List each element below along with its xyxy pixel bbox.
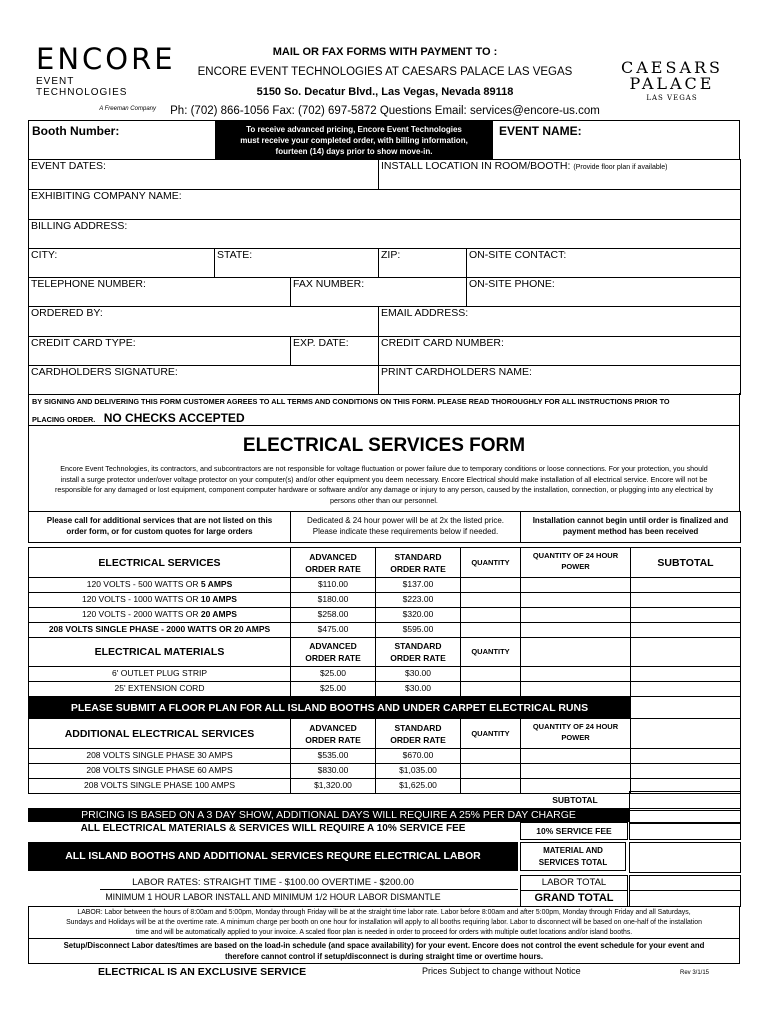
standard-price: $1,625.00 <box>376 779 461 794</box>
table-row <box>29 623 741 638</box>
address-line: 5150 So. Decatur Blvd., Las Vegas, Nevada 89118 <box>256 86 514 98</box>
service-label: 208 VOLTS SINGLE PHASE - 2000 WATTS OR 20 AMPS <box>29 623 291 638</box>
cc-number-field[interactable] <box>379 337 741 366</box>
table-row <box>29 749 741 764</box>
exhibiting-company-label: EXHIBITING COMPANY NAME: <box>31 190 182 202</box>
col-standard-rate-line1: STANDARD <box>394 722 442 733</box>
advanced-price: $1,320.00 <box>291 779 376 794</box>
encore-logo-tag: A Freeman Company <box>99 106 156 112</box>
service-fee-label: 10% SERVICE FEE <box>520 822 628 840</box>
qty24-input[interactable] <box>521 623 631 638</box>
onsite-phone-label: ON-SITE PHONE: <box>469 278 555 290</box>
material-total-line1: MATERIAL AND <box>543 846 603 855</box>
subtotal-input[interactable] <box>631 638 741 667</box>
terms-line1: BY SIGNING AND DELIVERING THIS FORM CUSTOMER AGREES TO ALL TERMS AND CONDITIONS ON THIS FORM. PLEASE READ THOROUGHLY FOR ALL INSTRUCTIONS PRIOR TO <box>32 397 670 406</box>
disclaimer-line2: install a surge protector under/over voltage protector on your computer(s) and/or other equipment you deem necessary. Encore Electrical should make installation of all electrical service. Encore will not be <box>60 474 708 484</box>
col-standard-rate <box>376 548 461 578</box>
email-field[interactable] <box>379 307 741 337</box>
material-total-line2: SERVICES TOTAL <box>538 858 608 867</box>
booth-number-label: Booth Number: <box>32 124 120 138</box>
service-label: 120 VOLTS - 2000 WATTS OR 20 AMPS <box>29 608 291 623</box>
table-row <box>29 682 741 697</box>
labor-total-label: LABOR TOTAL <box>520 875 628 891</box>
subtotal-input[interactable] <box>631 697 741 719</box>
col-advanced-rate <box>291 548 376 578</box>
contact-line: Ph: (702) 866-1056 Fax: (702) 697-5872 Questions Email: services@encore-us.com <box>170 105 600 117</box>
col-quantity: QUANTITY <box>461 548 521 578</box>
labor-total-field[interactable] <box>629 875 741 891</box>
col-advanced-rate-line2: ORDER RATE <box>305 563 361 574</box>
additional-services-heading: ADDITIONAL ELECTRICAL SERVICES <box>29 719 291 749</box>
qty24-input[interactable] <box>521 764 631 779</box>
cc-number-label: CREDIT CARD NUMBER: <box>381 337 504 349</box>
encore-logo-sub: EVENT TECHNOLOGIES <box>36 76 128 98</box>
col-subtotal: SUBTOTAL <box>631 548 741 578</box>
advanced-price: $25.00 <box>291 667 376 682</box>
col-qty24-line2: POWER <box>561 733 590 742</box>
col-qty24-line1: QUANTITY OF 24 HOUR <box>532 722 619 731</box>
install-location-field[interactable] <box>379 160 741 190</box>
event-dates-field[interactable] <box>29 160 379 190</box>
subtotal-input[interactable] <box>631 682 741 697</box>
subtotal-input[interactable] <box>631 667 741 682</box>
island-booth-banner: ALL ISLAND BOOTHS AND ADDITIONAL SERVICES REQURE ELECTRICAL LABOR <box>28 842 518 871</box>
service-fee-note: ALL ELECTRICAL MATERIALS & SERVICES WILL REQUIRE A 10% SERVICE FEE <box>80 823 466 834</box>
col-advanced-rate <box>291 719 376 749</box>
note-custom-quotes-line1: Please call for additional services that are not listed on this <box>46 516 273 525</box>
col-quantity: QUANTITY <box>461 719 521 749</box>
note-dedicated-power <box>291 512 521 543</box>
ordered-by-label: ORDERED BY: <box>31 307 103 319</box>
col-qty24-line1: QUANTITY OF 24 HOUR <box>532 551 619 560</box>
qty24-input[interactable] <box>521 593 631 608</box>
billing-address-field[interactable] <box>29 220 741 249</box>
col-qty24 <box>521 548 631 578</box>
disclaimer <box>29 464 739 506</box>
subtotal-input[interactable] <box>631 623 741 638</box>
notes-table <box>28 511 741 543</box>
blank-cell <box>521 667 631 682</box>
note-custom-quotes <box>29 512 291 543</box>
setup-note-line2: therefore cannot control if setup/disconnect is during straight time or overtime hours. <box>225 952 543 961</box>
exp-date-label: EXP. DATE: <box>293 337 349 349</box>
subtotal-input[interactable] <box>631 749 741 764</box>
standard-price: $30.00 <box>376 682 461 697</box>
title-block <box>28 426 740 512</box>
note-installation <box>521 512 741 543</box>
col-standard-rate <box>376 638 461 667</box>
col-standard-rate-line2: ORDER RATE <box>390 563 446 574</box>
advanced-price: $830.00 <box>291 764 376 779</box>
blank-cell <box>521 638 631 667</box>
disclaimer-line3: responsible for any damaged or lost equipment, component computer hardware or software and/or any damage or injury to any person, caused by the installation, connection, or plugging into any electrical by <box>54 485 714 494</box>
labor-note <box>28 906 740 939</box>
col-standard-rate-line1: STANDARD <box>394 551 442 562</box>
no-checks-label: NO CHECKS ACCEPTED <box>103 411 245 425</box>
table-row <box>29 667 741 682</box>
labor-rule <box>100 889 518 890</box>
note-dedicated-power-line1: Dedicated & 24 hour power will be at 2x the listed price. <box>307 516 504 525</box>
booth-info-row <box>28 120 740 160</box>
terms-block <box>28 393 740 426</box>
advanced-price: $258.00 <box>291 608 376 623</box>
note-installation-line1: Installation cannot begin until order is finalized and <box>532 516 729 525</box>
labor-note-line3: time and will be automatically applied to your invoice. A scaled floor plan is needed in order to proceed for orders with multiple outlet locations and/or island booths. <box>135 929 633 936</box>
state-label: STATE: <box>217 249 253 261</box>
additional-service-label: 208 VOLTS SINGLE PHASE 60 AMPS <box>29 764 291 779</box>
subtotal-input[interactable] <box>631 719 741 749</box>
col-quantity: QUANTITY <box>461 638 521 667</box>
table-row <box>29 593 741 608</box>
caesars-logo-main: CAESARS <box>621 58 723 77</box>
material-services-total-field[interactable] <box>629 842 741 873</box>
quantity-input[interactable] <box>461 764 521 779</box>
cc-type-label: CREDIT CARD TYPE: <box>31 337 136 349</box>
subtotal-input[interactable] <box>631 608 741 623</box>
qty24-input[interactable] <box>521 749 631 764</box>
quantity-input[interactable] <box>461 667 521 682</box>
additional-service-label: 208 VOLTS SINGLE PHASE 100 AMPS <box>29 779 291 794</box>
onsite-contact-label: ON-SITE CONTACT: <box>469 249 567 261</box>
table-row <box>29 764 741 779</box>
labor-rates: LABOR RATES: STRAIGHT TIME - $100.00 OVERTIME - $200.00 <box>132 877 414 888</box>
col-qty24-line2: POWER <box>561 562 590 571</box>
form-title: ELECTRICAL SERVICES FORM <box>242 435 526 456</box>
blank-cell <box>521 682 631 697</box>
col-advanced-rate-line1: ADVANCED <box>309 641 357 651</box>
pricing-notice-line1: To receive advanced pricing, Encore Event Technologies <box>246 125 462 134</box>
standard-price: $595.00 <box>376 623 461 638</box>
telephone-label: TELEPHONE NUMBER: <box>31 278 146 290</box>
subtotal-input[interactable] <box>631 578 741 593</box>
install-location-note: (Provide floor plan if available) <box>573 164 668 171</box>
disclaimer-line4: persons other than our personnel. <box>330 495 438 505</box>
quantity-input[interactable] <box>461 593 521 608</box>
cardholder-signature-label: CARDHOLDERS SIGNATURE: <box>31 366 178 378</box>
advanced-price: $110.00 <box>291 578 376 593</box>
zip-label: ZIP: <box>381 249 401 261</box>
col-qty24 <box>521 719 631 749</box>
table-row <box>29 578 741 593</box>
revision-label: Rev 3/1/15 <box>680 970 710 976</box>
cardholder-signature-field[interactable] <box>29 366 379 395</box>
qty24-input[interactable] <box>521 608 631 623</box>
zip-field[interactable] <box>379 249 467 278</box>
standard-price: $30.00 <box>376 667 461 682</box>
qty24-input[interactable] <box>521 779 631 794</box>
quantity-input[interactable] <box>461 749 521 764</box>
mail-fax-line: MAIL OR FAX FORMS WITH PAYMENT TO : <box>272 46 498 58</box>
col-standard-rate-line2: ORDER RATE <box>390 653 446 663</box>
subtotal-label: SUBTOTAL <box>552 795 598 805</box>
fax-label: FAX NUMBER: <box>293 278 365 290</box>
pricing-notice-line3: fourteen (14) days prior to show move-in. <box>275 147 433 156</box>
col-advanced-rate-line1: ADVANCED <box>309 722 357 733</box>
prices-notice: Prices Subject to change without Notice <box>422 966 581 976</box>
material-label: 6' OUTLET PLUG STRIP <box>29 667 291 682</box>
state-field[interactable] <box>215 249 379 278</box>
grand-total-label: GRAND TOTAL <box>520 890 628 907</box>
col-advanced-rate-line1: ADVANCED <box>309 551 357 562</box>
onsite-phone-field[interactable] <box>467 278 741 307</box>
onsite-contact-field[interactable] <box>467 249 741 278</box>
exhibiting-company-field[interactable] <box>29 190 741 220</box>
labor-note-line1: LABOR: Labor between the hours of 8:00am and 5:00pm, Monday through Friday will be at the straight time labor rate. Labor before 8:00am and after 5:00pm, Monday through Friday and all Saturdays, <box>77 909 691 916</box>
standard-price: $1,035.00 <box>376 764 461 779</box>
floor-plan-banner: PLEASE SUBMIT A FLOOR PLAN FOR ALL ISLAND BOOTHS AND UNDER CARPET ELECTRICAL RUNS <box>29 697 631 719</box>
standard-price: $320.00 <box>376 608 461 623</box>
install-location-label: INSTALL LOCATION IN ROOM/BOOTH: <box>381 160 571 172</box>
service-label: 120 VOLTS - 1000 WATTS OR 10 AMPS <box>29 593 291 608</box>
company-line: ENCORE EVENT TECHNOLOGIES AT CAESARS PALACE LAS VEGAS <box>197 66 573 78</box>
pricing-notice <box>215 120 493 160</box>
print-cardholder-field[interactable] <box>379 366 741 395</box>
additional-service-label: 208 VOLTS SINGLE PHASE 30 AMPS <box>29 749 291 764</box>
note-dedicated-power-line2: Please indicate these requirements below if needed. <box>312 527 499 536</box>
quantity-input[interactable] <box>461 608 521 623</box>
ordered-by-field[interactable] <box>29 307 379 337</box>
standard-price: $670.00 <box>376 749 461 764</box>
col-standard-rate-line1: STANDARD <box>394 641 442 651</box>
col-advanced-rate-line2: ORDER RATE <box>305 734 361 745</box>
advanced-price: $475.00 <box>291 623 376 638</box>
col-advanced-rate-line2: ORDER RATE <box>305 653 361 663</box>
telephone-field[interactable] <box>29 278 291 307</box>
col-standard-rate <box>376 719 461 749</box>
standard-price: $137.00 <box>376 578 461 593</box>
material-services-total-label <box>520 842 626 871</box>
event-dates-label: EVENT DATES: <box>31 160 106 172</box>
caesars-logo-sub: LAS VEGAS <box>646 94 698 102</box>
caesars-logo-main2: PALACE <box>629 74 715 93</box>
terms-line2: PLACING ORDER. <box>32 415 96 424</box>
col-advanced-rate <box>291 638 376 667</box>
standard-price: $223.00 <box>376 593 461 608</box>
print-cardholder-label: PRINT CARDHOLDERS NAME: <box>381 366 532 378</box>
subtotal-input[interactable] <box>631 593 741 608</box>
email-label: EMAIL ADDRESS: <box>381 307 469 319</box>
event-name-label: EVENT NAME: <box>499 124 582 138</box>
quantity-input[interactable] <box>461 578 521 593</box>
labor-minimum: MINIMUM 1 HOUR LABOR INSTALL AND MINIMUM 1/2 HOUR LABOR DISMANTLE <box>105 892 441 902</box>
setup-note-line1: Setup/Disconnect Labor dates/times are based on the load-in schedule (and space availability) for your event. Encore does not control the event schedule for your event and <box>63 941 705 950</box>
electrical-services-heading: ELECTRICAL SERVICES <box>29 548 291 578</box>
cc-type-field[interactable] <box>29 337 291 366</box>
material-label: 25' EXTENSION CORD <box>29 682 291 697</box>
note-custom-quotes-line2: order form, or for custom quotes for large orders <box>66 527 253 536</box>
encore-logo-main: ENCORE <box>36 42 176 76</box>
pricing-notice-line2: must receive your completed order, with billing information, <box>240 136 468 145</box>
fax-field[interactable] <box>291 278 467 307</box>
quantity-input[interactable] <box>461 623 521 638</box>
electrical-materials-heading: ELECTRICAL MATERIALS <box>29 638 291 667</box>
quantity-input[interactable] <box>461 779 521 794</box>
service-label: 120 VOLTS - 500 WATTS OR 5 AMPS <box>29 578 291 593</box>
advanced-price: $535.00 <box>291 749 376 764</box>
setup-note <box>28 939 740 964</box>
subtotal-input[interactable] <box>631 764 741 779</box>
exp-date-field[interactable] <box>291 337 379 366</box>
pricing-banner: PRICING IS BASED ON A 3 DAY SHOW, ADDITIONAL DAYS WILL REQUIRE A 25% PER DAY CHARGE <box>28 808 629 822</box>
customer-info-table <box>28 159 741 395</box>
table-row <box>29 608 741 623</box>
advanced-price: $180.00 <box>291 593 376 608</box>
pricing-table <box>28 547 741 794</box>
city-field[interactable] <box>29 249 215 278</box>
exclusive-service: ELECTRICAL IS AN EXCLUSIVE SERVICE <box>98 966 307 978</box>
col-standard-rate-line2: ORDER RATE <box>390 734 446 745</box>
city-label: CITY: <box>31 249 58 261</box>
grand-total-field[interactable] <box>629 890 741 907</box>
advanced-price: $25.00 <box>291 682 376 697</box>
quantity-input[interactable] <box>461 682 521 697</box>
note-installation-line2: payment method has been received <box>562 527 699 536</box>
service-fee-field[interactable] <box>629 822 741 840</box>
labor-note-line2: Sundays and Holidays will be at the overtime rate. A minimum charge per booth on one hour for installation will apply to all booths requiring labor. Labor to disconnect will be based on one-half of the installation <box>66 919 702 926</box>
disclaimer-line1: Encore Event Technologies, its contractors, and subcontractors are not responsible for voltage fluctuation or power failure due to temporary conditions or loose connections. For your protection, you should <box>60 464 708 473</box>
qty24-input[interactable] <box>521 578 631 593</box>
billing-address-label: BILLING ADDRESS: <box>31 220 128 232</box>
